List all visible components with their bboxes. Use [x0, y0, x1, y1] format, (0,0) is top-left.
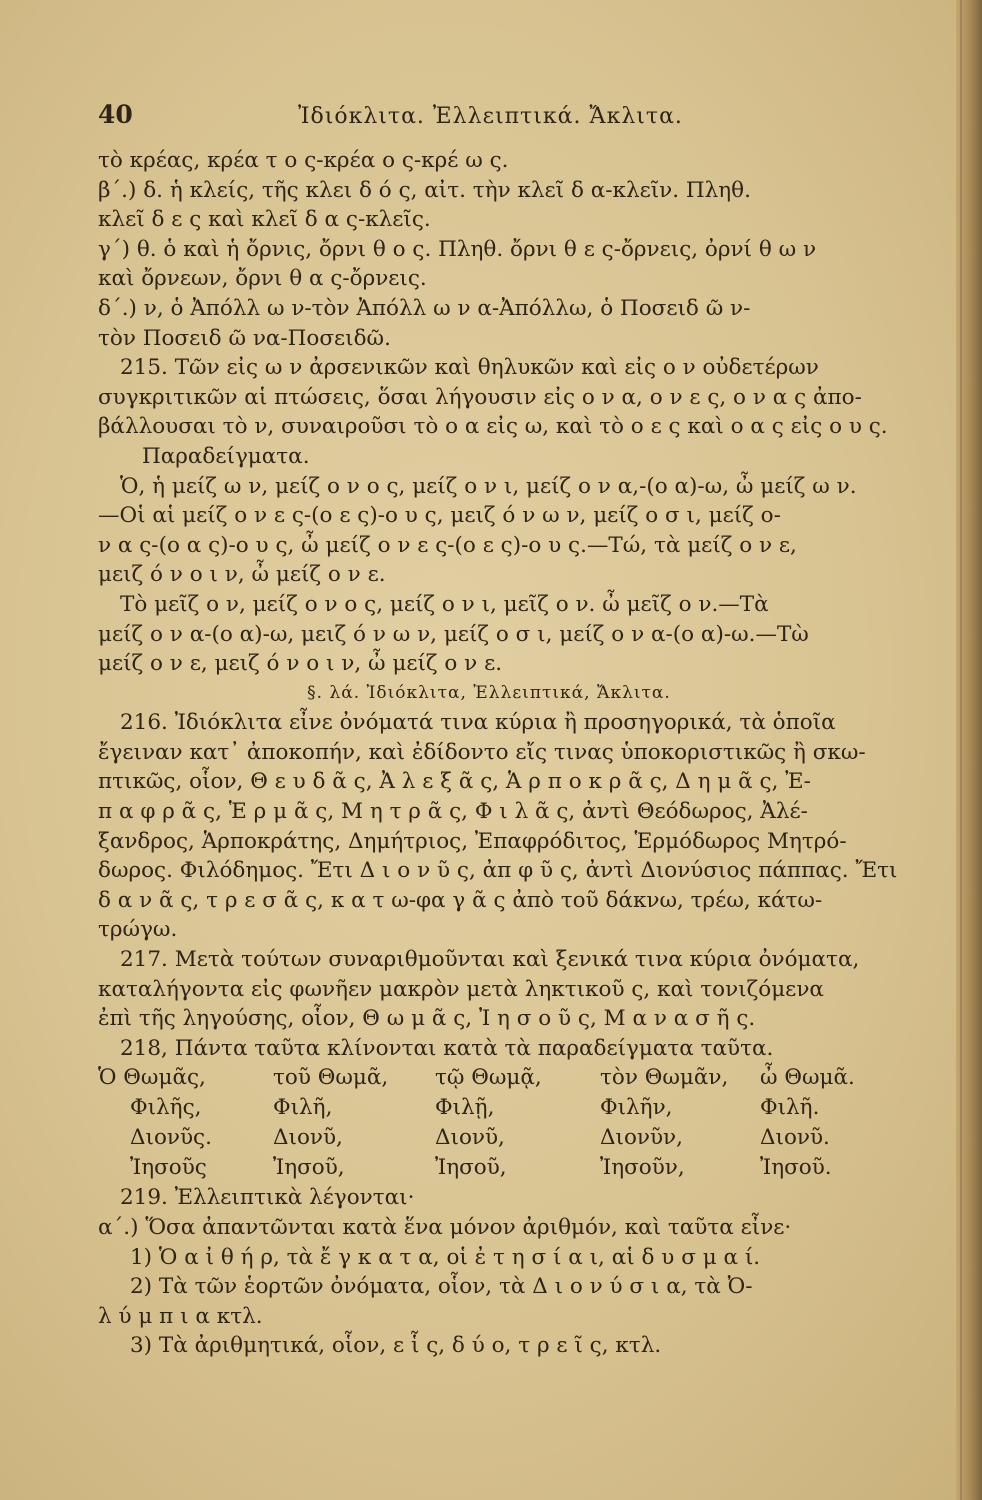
text-line: μειζ ό ν ο ι ν, ὦ μείζ ο ν ε.	[98, 562, 386, 588]
text-line: πτικῶς, οἷον, Θ ε υ δ ᾶ ς, Ἀ λ ε ξ ᾶ ς, Ἁ ρ π ο κ ρ ᾶ ς, Δ η μ ᾶ ς, Ἐ-	[98, 769, 811, 795]
declension-table	[98, 1063, 910, 1183]
page-header	[98, 100, 910, 140]
text-line: Ὁ, ἡ μείζ ω ν, μείζ ο ν ο ς, μείζ ο ν ι, μείζ ο ν α,-(ο α)-ω, ὦ μείζ ω ν.	[120, 473, 857, 499]
paragraph-218: 218, Πάντα ταῦτα κλίνονται κατὰ τὰ παραδείγματα ταῦτα.	[120, 1035, 774, 1061]
table-cell: Φιλῆ,	[273, 1095, 333, 1121]
table-cell: ὦ Θωμᾶ.	[760, 1065, 855, 1091]
text-line: Τὸ μεῖζ ο ν, μείζ ο ν ο ς, μείζ ο ν ι, μεῖζ ο ν. ὦ μεῖζ ο ν.—Τὰ	[120, 591, 769, 617]
examples-heading: Παραδείγματα.	[142, 443, 310, 469]
text-line: β΄.) δ. ἡ κλείς, τῆς κλει δ ό ς, αἰτ. τὴν κλεῖ δ α-κλεῖν. Πληθ.	[98, 177, 751, 203]
table-cell: Ἰησοῦς	[130, 1155, 207, 1181]
text-line: ν α ς-(ο α ς)-ο υ ς, ὦ μείζ ο ν ε ς-(ο ε ς)-ο υ ς.—Τώ, τὰ μείζ ο ν ε,	[98, 532, 797, 558]
text-line: ἐπὶ τῆς ληγούσης, οἷον, Θ ω μ ᾶ ς, Ἰ η σ ο ῦ ς, Μ α ν α σ ῆ ς.	[98, 1006, 756, 1032]
text-line: π α φ ρ ᾶ ς, Ἑ ρ μ ᾶ ς, Μ η τ ρ ᾶ ς, Φ ι λ ᾶ ς, ἀντὶ Θεόδωρος, Ἀλέ-	[98, 799, 808, 825]
table-cell: Διονῦ,	[273, 1125, 343, 1151]
text-line: α΄.) Ὅσα ἀπαντῶνται κατὰ ἕνα μόνον ἀριθμόν, καὶ ταῦτα εἶνε·	[98, 1215, 792, 1240]
text-line: δωρος. Φιλόδημος. Ἔτι Δ ι ο ν ῦ ς, ἀπ φ ῦ ς, ἀντὶ Διονύσιος πάππας. Ἔτι	[98, 858, 898, 884]
text-line: λ ύ μ π ι α κτλ.	[98, 1303, 263, 1329]
text-line: τὸ κρέας, κρέα τ ο ς-κρέα ο ς-κρέ ω ς.	[98, 148, 509, 173]
text-line: μείζ ο ν α-(ο α)-ω, μειζ ό ν ω ν, μείζ ο σ ι, μείζ ο ν α-(ο α)-ω.—Τὼ	[98, 621, 809, 647]
table-cell: Φιλῆς,	[130, 1095, 202, 1121]
text-line: γ΄) θ. ὁ καὶ ἡ ὄρνις, ὄρνι θ ο ς. Πληθ. ὄρνι θ ε ς-ὄρνεις, ὀρνί θ ω ν	[98, 236, 817, 262]
table-cell: Φιλῇ,	[435, 1095, 495, 1121]
table-cell: τοῦ Θωμᾶ,	[273, 1065, 389, 1091]
table-cell: Φιλῆν,	[600, 1095, 673, 1121]
table-cell: Ὁ Θωμᾶς,	[98, 1065, 206, 1091]
page-edge	[956, 0, 982, 1500]
paragraph-216: 216. Ἰδιόκλιτα εἶνε ὀνόματά τινα κύρια ἢ προσηγορικά, τὰ ὁποῖα	[120, 710, 836, 736]
section-heading: §. λά. Ἰδιόκλιτα, Ἐλλειπτικά, Ἄκλιτα.	[307, 682, 671, 703]
text-line: δ α ν ᾶ ς, τ ρ ε σ ᾶ ς, κ α τ ω-φα γ ᾶ ς ἀπὸ τοῦ δάκνω, τρέω, κάτω-	[98, 887, 823, 913]
table-cell: Διονῦ,	[435, 1125, 505, 1151]
text-line: κλεῖ δ ε ς καὶ κλεῖ δ α ς-κλεῖς.	[98, 207, 431, 233]
table-cell: Ἰησοῦ.	[760, 1155, 832, 1181]
list-item: 2) Τὰ τῶν ἑορτῶν ὀνόματα, οἷον, τὰ Δ ι ο ν ύ σ ι α, τὰ Ὀ-	[130, 1274, 753, 1300]
table-cell: Ἰησοῦ,	[435, 1155, 507, 1181]
text-line: μείζ ο ν ε, μειζ ό ν ο ι ν, ὦ μείζ ο ν ε.	[98, 651, 503, 677]
text-line: καὶ ὄρνεων, ὄρνι θ α ς-ὄρνεις.	[98, 266, 427, 292]
table-cell: Διονῦν,	[600, 1125, 683, 1151]
list-item: 1) Ὁ α ἰ θ ή ρ, τὰ ἔ γ κ α τ α, οἱ ἐ τ η σ ί α ι, αἱ δ υ σ μ α ί.	[130, 1244, 761, 1270]
table-cell: Ἰησοῦν,	[600, 1155, 685, 1181]
table-cell: Διονῦ.	[760, 1125, 830, 1151]
table-cell: τῷ Θωμᾷ,	[435, 1065, 542, 1091]
paragraph-219: 219. Ἐλλειπτικὰ λέγονται·	[120, 1185, 415, 1211]
page-text	[98, 100, 910, 1361]
text-line: τὸν Ποσειδ ῶ να-Ποσειδῶ.	[98, 325, 391, 351]
text-line: ἔγειναν κατ᾿ ἀποκοπήν, καὶ ἐδίδοντο εἴς τινας ὑποκοριστικῶς ἢ σκω-	[98, 739, 866, 765]
text-line: δ΄.) ν, ὁ Ἀπόλλ ω ν-τὸν Ἀπόλλ ω ν α-Ἀπόλλω, ὁ Ποσειδ ῶ ν-	[98, 295, 751, 321]
text-line: καταλήγοντα εἰς φωνῆεν μακρὸν μετὰ ληκτικοῦ ς, καὶ τονιζόμενα	[98, 976, 824, 1002]
text-line: βάλλουσαι τὸ ν, συναιροῦσι τὸ ο α εἰς ω, καὶ τὸ ο ε ς καὶ ο α ς εἰς ο υ ς.	[98, 414, 888, 440]
table-cell: Ἰησοῦ,	[273, 1155, 345, 1181]
table-cell: τὸν Θωμᾶν,	[600, 1065, 729, 1091]
paragraph-217: 217. Μετὰ τούτων συναριθμοῦνται καὶ ξενικά τινα κύρια ὀνόματα,	[120, 947, 860, 973]
paragraph-215: 215. Τῶν εἰς ω ν ἀρσενικῶν καὶ θηλυκῶν καὶ εἰς ο ν οὐδετέρων	[120, 355, 819, 381]
text-line: ξανδρος, Ἁρποκράτης, Δημήτριος, Ἐπαφρόδιτος, Ἑρμόδωρος Μητρό-	[98, 828, 847, 854]
running-title: Ἰδιόκλιτα. Ἐλλειπτικά. Ἄκλιτα.	[298, 104, 683, 129]
table-cell: Διονῦς.	[130, 1125, 212, 1151]
list-item: 3) Τὰ ἀριθμητικά, οἷον, ε ἷ ς, δ ύ ο, τ ρ ε ῖ ς, κτλ.	[130, 1333, 662, 1359]
text-line: συγκριτικῶν αἱ πτώσεις, ὅσαι λήγουσιν εἰς ο ν α, ο ν ε ς, ο ν α ς ἀπο-	[98, 384, 862, 410]
table-cell: Φιλῆ.	[760, 1095, 820, 1121]
page-number: 40	[98, 100, 133, 129]
text-line: —Οἱ αἱ μείζ ο ν ε ς-(ο ε ς)-ο υ ς, μειζ ό ν ω ν, μείζ ο σ ι, μείζ ο-	[98, 503, 781, 529]
text-line: τρώγω.	[98, 917, 178, 943]
